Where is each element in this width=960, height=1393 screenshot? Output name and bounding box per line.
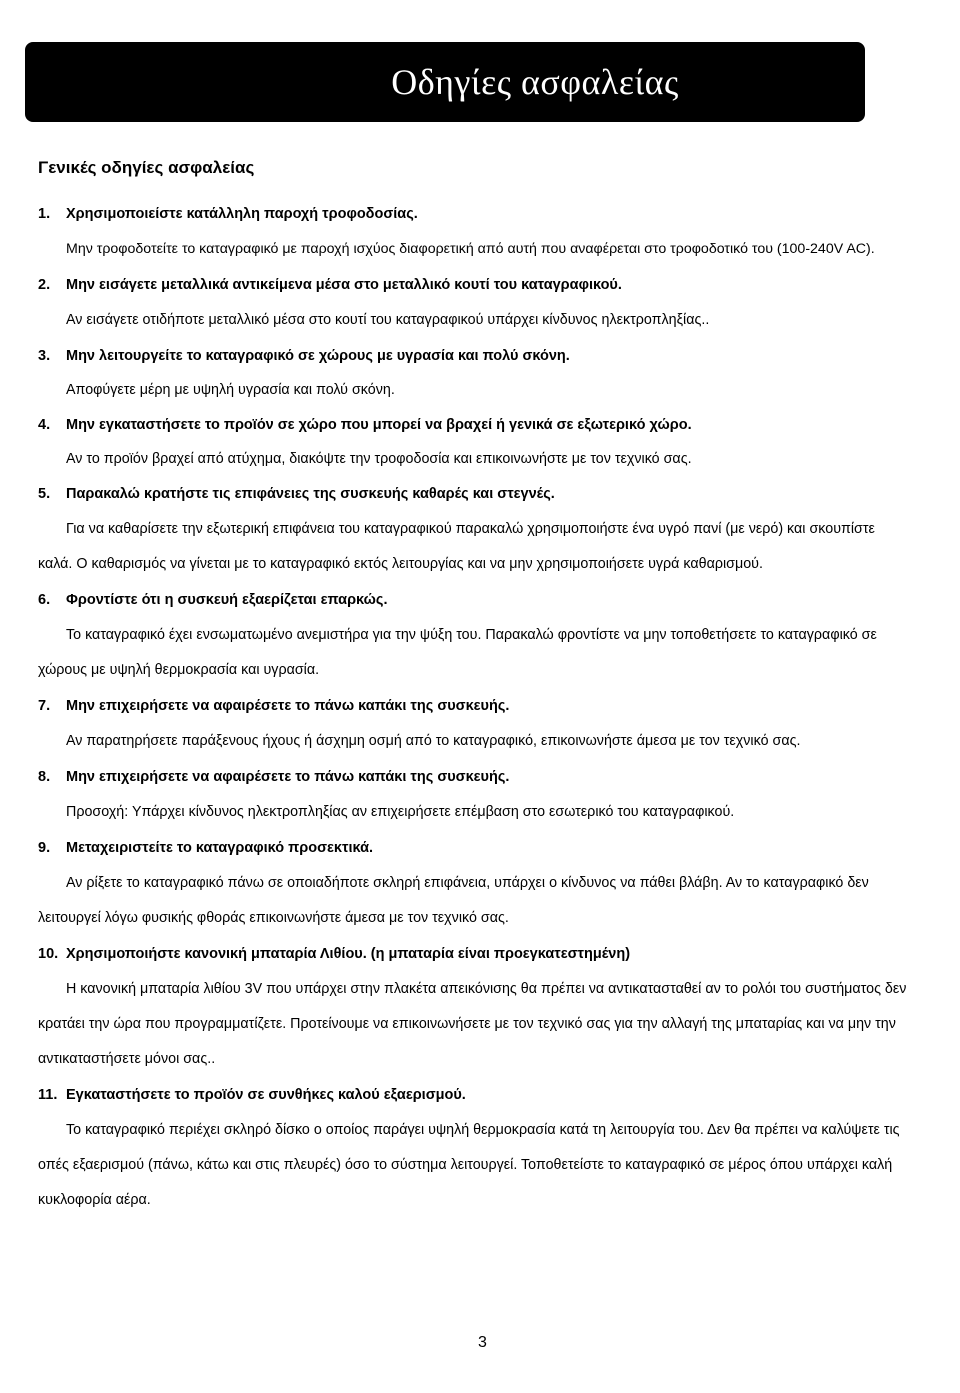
instruction-body: Η κανονική μπαταρία λιθίου 3V που υπάρχει στην πλακέτα απεικόνισης θα πρέπει να αντικατασταθεί αν το ρολόι του συστήματος δεν κρατάει την ώρα που προγραμματίζετε. Προτείνουμε να επικοινωνήσετε με τον τεχνικό σας για την αλλαγή της μπαταρίας και να μην την αντικαταστήσετε μόνοι σας..: [38, 981, 907, 1067]
instruction-number: 9.: [38, 840, 51, 856]
instruction-title: Χρησιμοποιήστε κανονική μπαταρία Λιθίου. (η μπαταρία είναι προεγκατεστημένη): [66, 946, 631, 962]
instruction-heading: [38, 688, 908, 724]
page-title: Οδηγίες ασφαλείας: [391, 62, 679, 102]
safety-instructions-list: [38, 196, 908, 1218]
instruction-number: 4.: [38, 417, 51, 433]
instruction-body: Αν το προϊόν βραχεί από ατύχημα, διακόψτε την τροφοδοσία και επικοινωνήστε με τον τεχνικό σας.: [66, 451, 692, 467]
instruction-body: Το καταγραφικό έχει ενσωματωμένο ανεμιστήρα για την ψύξη του. Παρακαλώ φροντίστε να μην τοποθετήσετε το καταγραφικό σε χώρους με υψηλή θερμοκρασία και υγρασία.: [38, 627, 877, 678]
instruction-title: Μην επιχειρήσετε να αφαιρέσετε το πάνω καπάκι της συσκευής.: [66, 769, 510, 785]
instruction-body: Αν παρατηρήσετε παράξενους ήχους ή άσχημη οσμή από το καταγραφικό, επικοινωνήστε άμεσα με τον τεχνικό σας.: [66, 733, 801, 749]
instruction-item-8: [38, 759, 908, 830]
instruction-number: 3.: [38, 348, 51, 364]
instruction-heading: [38, 1077, 908, 1113]
instruction-title: Μην εγκαταστήσετε το προϊόν σε χώρο που μπορεί να βραχεί ή γενικά σε εξωτερικό χώρο.: [66, 417, 692, 433]
instruction-number: 7.: [38, 698, 51, 714]
instruction-title: Χρησιμοποιείστε κατάλληλη παροχή τροφοδοσίας.: [66, 206, 418, 222]
instruction-item-5: [38, 476, 908, 582]
instruction-number: 6.: [38, 592, 51, 608]
instruction-title: Παρακαλώ κρατήστε τις επιφάνειες της συσκευής καθαρές και στεγνές.: [66, 486, 555, 502]
instruction-item-7: [38, 688, 908, 759]
instruction-item-1: [38, 196, 908, 267]
instruction-number: 10.: [38, 946, 59, 962]
instruction-heading: [38, 830, 908, 866]
instruction-title: Μην επιχειρήσετε να αφαιρέσετε το πάνω καπάκι της συσκευής.: [66, 698, 510, 714]
instruction-heading: [38, 267, 908, 303]
instruction-body: Το καταγραφικό περιέχει σκληρό δίσκο ο οποίος παράγει υψηλή θερμοκρασία κατά τη λειτουργία του. Δεν θα πρέπει να καλύψετε τις οπές εξαερισμού (πάνω, κάτω και στις πλευρές) όσο το σύστημα λειτουργεί. Τοποθετείστε το καταγραφικό σε μέρος όπου υπάρχει καλή κυκλοφορία αέρα.: [38, 1122, 900, 1208]
instruction-title: Εγκαταστήσετε το προϊόν σε συνθήκες καλού εξαερισμού.: [66, 1087, 466, 1103]
instruction-heading: [38, 476, 908, 512]
instruction-title: Μην λειτουργείτε το καταγραφικό σε χώρους με υγρασία και πολύ σκόνη.: [66, 348, 570, 364]
instruction-item-2: [38, 267, 908, 338]
instruction-number: 11.: [38, 1087, 58, 1103]
instruction-item-9: [38, 830, 908, 936]
instruction-item-4: [38, 407, 908, 476]
section-heading: Γενικές οδηγίες ασφαλείας: [38, 158, 255, 177]
instruction-item-10: [38, 936, 908, 1077]
instruction-body: Αν ρίξετε το καταγραφικό πάνω σε οποιαδήποτε σκληρή επιφάνεια, υπάρχει ο κίνδυνος να πάθει βλάβη. Αν το καταγραφικό δεν λειτουργεί λόγω φυσικής φθοράς επικοινωνήστε άμεσα με τον τεχνικό σας.: [38, 875, 869, 926]
instruction-body: Για να καθαρίσετε την εξωτερική επιφάνεια του καταγραφικού παρακαλώ χρησιμοποιήστε ένα υγρό πανί (με νερό) και σκουπίστε καλά. Ο καθαρισμός να γίνεται με το καταγραφικό εκτός λειτουργίας και να μην χρησιμοποιήσετε υγρά καθαρισμού.: [38, 521, 875, 572]
instruction-title: Μην εισάγετε μεταλλικά αντικείμενα μέσα στο μεταλλικό κουτί του καταγραφικού.: [66, 277, 622, 293]
title-banner: [25, 42, 865, 122]
instruction-body: Προσοχή: Υπάρχει κίνδυνος ηλεκτροπληξίας αν επιχειρήσετε επέμβαση στο εσωτερικό του καταγραφικού.: [66, 804, 735, 820]
instruction-number: 8.: [38, 769, 51, 785]
page-number: 3: [478, 1334, 487, 1351]
instruction-body: Μην τροφοδοτείτε το καταγραφικό με παροχή ισχύος διαφορετική από αυτή που αναφέρεται στο τροφοδοτικό του (100-240V AC).: [66, 241, 875, 257]
instruction-number: 2.: [38, 277, 51, 293]
instruction-body: Αν εισάγετε οτιδήποτε μεταλλικό μέσα στο κουτί του καταγραφικού υπάρχει κίνδυνος ηλεκτροπληξίας..: [66, 312, 710, 328]
instruction-heading: [38, 338, 908, 374]
instruction-title: Φροντίστε ότι η συσκευή εξαερίζεται επαρκώς.: [66, 592, 388, 608]
instruction-heading: [38, 759, 908, 795]
instruction-number: 5.: [38, 486, 51, 502]
instruction-heading: [38, 582, 908, 618]
instruction-item-6: [38, 582, 908, 688]
instruction-number: 1.: [38, 206, 51, 222]
instruction-item-3: [38, 338, 908, 407]
instruction-title: Μεταχειριστείτε το καταγραφικό προσεκτικά.: [66, 840, 374, 856]
instruction-heading: [38, 407, 908, 443]
instruction-item-11: [38, 1077, 908, 1218]
instruction-heading: [38, 936, 908, 972]
instruction-body: Αποφύγετε μέρη με υψηλή υγρασία και πολύ σκόνη.: [66, 382, 395, 398]
instruction-heading: [38, 196, 908, 232]
